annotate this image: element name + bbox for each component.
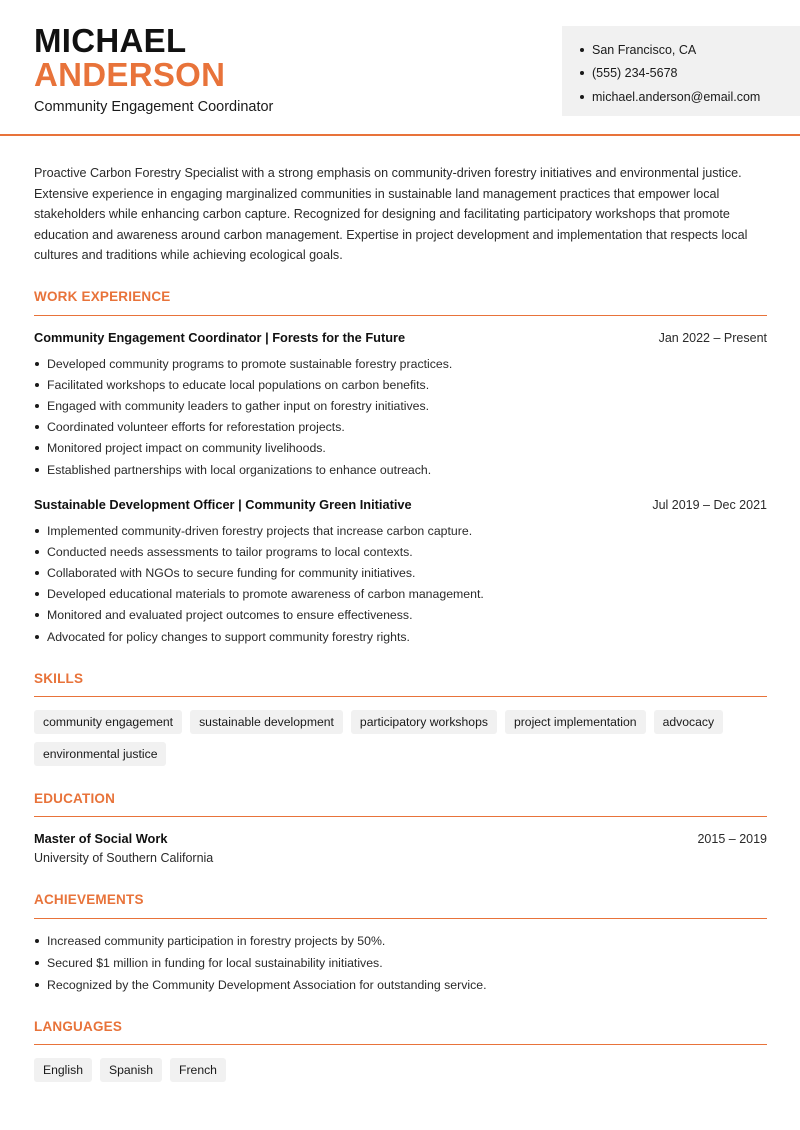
job-title: Community Engagement Coordinator | Forests for the Future [34,330,406,345]
job-dates: Jul 2019 – Dec 2021 [652,498,767,512]
location-text: San Francisco, CA [592,42,697,57]
bullet-text: Established partnerships with local organizations to enhance outreach. [47,462,432,477]
skill-chip: advocacy [654,710,724,734]
bullet-icon [35,425,39,429]
bullet-text: Engaged with community leaders to gather input on forestry initiatives. [47,398,430,413]
bullet-icon [35,592,39,596]
skill-chip: project implementation [505,710,646,734]
bullet-text: Implemented community-driven forestry projects that increase carbon capture. [47,523,473,538]
degree-title: Master of Social Work [34,831,168,846]
job-entry-header [34,497,767,512]
bullet-text: Advocated for policy changes to support community forestry rights. [47,629,410,644]
section-title-work: WORK EXPERIENCE [34,289,171,304]
bullet-icon [35,571,39,575]
bullet-icon [35,362,39,366]
bullet-icon [35,983,39,987]
education-dates: 2015 – 2019 [697,832,767,846]
section-divider [34,696,767,697]
list-item [34,438,767,459]
bullet-text: Secured $1 million in funding for local sustainability initiatives. [47,956,383,970]
contact-location [580,38,800,62]
bullet-icon [35,446,39,450]
achievement-bullets [34,930,767,996]
language-chip: French [170,1058,226,1082]
bullet-icon [35,404,39,408]
last-name: ANDERSON [34,56,226,93]
section-divider [34,1044,767,1045]
list-item [34,395,767,416]
list-item [34,930,767,952]
section-title-skills: SKILLS [34,671,84,686]
section-divider [34,816,767,817]
list-item [34,459,767,480]
skill-chip: sustainable development [190,710,343,734]
bullet-text: Conducted needs assessments to tailor programs to local contexts. [47,544,413,559]
job-dates: Jan 2022 – Present [658,331,767,345]
list-item [34,626,767,647]
bullet-text: Facilitated workshops to educate local populations on carbon benefits. [47,377,430,392]
bullet-icon [580,71,584,75]
job-entry-header [34,330,767,345]
job-title: Sustainable Development Officer | Community Green Initiative [34,497,412,512]
section-divider [34,315,767,316]
phone-text: (555) 234-5678 [592,66,678,81]
list-item [34,974,767,996]
skills-list [34,710,767,766]
bullet-text: Increased community participation in forestry projects by 50%. [47,934,386,948]
section-title-education: EDUCATION [34,791,116,806]
bullet-icon [35,468,39,472]
job-bullets [34,520,767,647]
contact-phone [580,62,800,86]
bullet-icon [35,939,39,943]
bullet-icon [35,529,39,533]
skill-chip: community engagement [34,710,182,734]
contact-email [580,85,800,109]
bullet-text: Coordinated volunteer efforts for reforestation projects. [47,420,345,435]
bullet-icon [35,613,39,617]
bullet-text: Monitored and evaluated project outcomes to ensure effectiveness. [47,608,413,623]
bullet-text: Monitored project impact on community livelihoods. [47,441,326,456]
job-title: Community Engagement Coordinator [34,99,274,115]
skill-chip: participatory workshops [351,710,497,734]
email-text: michael.anderson@email.com [592,89,761,104]
bullet-text: Developed educational materials to promote awareness of carbon management. [47,587,484,602]
contact-box [562,26,800,116]
bullet-text: Collaborated with NGOs to secure funding for community initiatives. [47,565,416,580]
language-chip: English [34,1058,92,1082]
education-entry-header [34,831,767,846]
first-name: MICHAEL [34,22,187,59]
list-item [34,417,767,438]
languages-list [34,1058,767,1082]
bullet-icon [35,635,39,639]
bullet-icon [35,383,39,387]
bullet-text: Recognized by the Community Development Association for outstanding service. [47,978,487,992]
list-item [34,562,767,583]
bullet-icon [35,550,39,554]
section-title-languages: LANGUAGES [34,1019,123,1034]
summary-paragraph: Proactive Carbon Forestry Specialist with a strong emphasis on community-driven forestry initiatives and environmental justice. Extensive experience in engaging marginalized communities in sustainable land management practices that empower local stakeholders while enhancing carbon capture. Recognized for designing and facilitating participatory workshops that promote education and awareness around carbon management. Expertise in project development and implementation that respects local cultures and traditions while achieving ecological goals. [34,166,748,262]
list-item [34,520,767,541]
list-item [34,605,767,626]
skill-chip: environmental justice [34,742,166,766]
language-chip: Spanish [100,1058,162,1082]
list-item [34,353,767,374]
list-item [34,952,767,974]
bullet-icon [35,961,39,965]
resume-header [0,0,800,136]
bullet-icon [580,48,584,52]
list-item [34,584,767,605]
school-name: University of Southern California [34,851,214,865]
bullet-icon [580,95,584,99]
list-item [34,374,767,395]
section-divider [34,918,767,919]
job-bullets [34,353,767,480]
section-title-achievements: ACHIEVEMENTS [34,892,144,907]
list-item [34,541,767,562]
bullet-text: Developed community programs to promote sustainable forestry practices. [47,356,453,371]
